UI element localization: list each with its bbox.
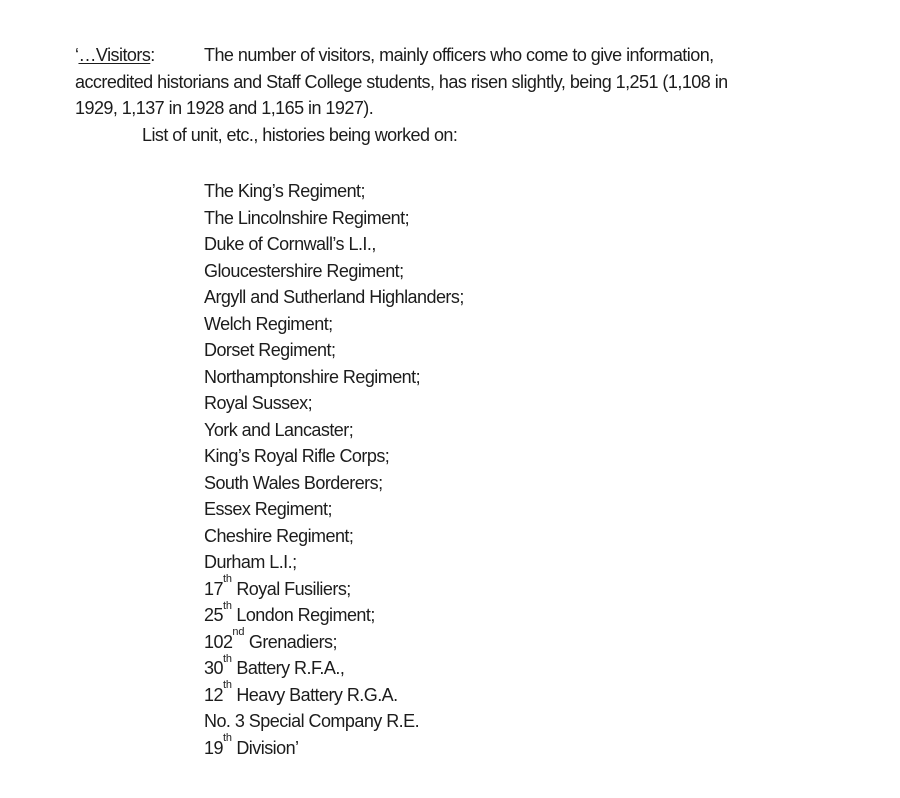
item-ordinal-suffix: th: [222, 573, 232, 586]
list-item: [204, 466, 860, 493]
item-number: 25: [204, 605, 223, 625]
visitors-heading: [75, 42, 204, 69]
list-item: [204, 201, 860, 228]
list-item: [204, 598, 860, 625]
paragraph-line-1: [75, 42, 860, 69]
item-text: Grenadiers;: [244, 631, 337, 652]
item-text: Dorset Regiment;: [204, 340, 336, 360]
list-item: [204, 413, 860, 440]
paragraph-line-2: accredited historians and Staff College students, has risen slightly, being 1,251 (1,108 in: [75, 71, 728, 92]
list-item: [204, 333, 860, 360]
item-number: 30: [204, 658, 223, 678]
item-text: No. 3 Special Company R.E.: [204, 711, 420, 731]
item-ordinal-suffix: th: [222, 679, 232, 692]
item-number: 12: [204, 684, 223, 705]
item-text: Gloucestershire Regiment;: [204, 260, 404, 281]
item-text: South Wales Borderers;: [204, 472, 383, 493]
item-ordinal-suffix: th: [222, 732, 232, 745]
item-ordinal-suffix: th: [222, 652, 232, 665]
list-item: [204, 731, 860, 758]
item-text: Division’: [231, 737, 299, 758]
item-text: Duke of Cornwall’s L.I.,: [204, 234, 376, 254]
list-item: [204, 280, 860, 307]
list-intro-line: List of unit, etc., histories being worked on:: [142, 124, 458, 145]
item-text: Welch Regiment;: [204, 313, 333, 334]
item-text: Essex Regiment;: [204, 499, 332, 519]
item-text: The Lincolnshire Regiment;: [204, 207, 410, 228]
item-text: Royal Sussex;: [204, 393, 313, 413]
paragraph-line-3: 1929, 1,137 in 1928 and 1,165 in 1927).: [75, 98, 374, 118]
list-item: [204, 572, 860, 599]
list-item: [204, 678, 860, 705]
item-text: Heavy Battery R.G.A.: [231, 684, 398, 705]
opening-quote: ‘: [75, 45, 79, 65]
list-item: [204, 307, 860, 334]
list-item: [204, 545, 860, 572]
item-number: 17: [204, 578, 223, 599]
list-item: [204, 254, 860, 281]
list-item: [204, 386, 860, 413]
item-text: Royal Fusiliers;: [231, 578, 351, 599]
list-item: [204, 360, 860, 387]
item-ordinal-suffix: nd: [232, 626, 245, 639]
unit-histories-list: [75, 174, 860, 757]
list-item: [204, 439, 860, 466]
list-item: [204, 492, 860, 519]
paragraph-line-1-text: The number of visitors, mainly officers who come to give information,: [204, 45, 714, 65]
item-number: 102: [204, 631, 233, 652]
item-text: The King’s Regiment;: [204, 181, 365, 201]
item-text: Battery R.F.A.,: [231, 658, 345, 678]
list-item: [204, 519, 860, 546]
list-item: [204, 625, 860, 652]
item-text: King’s Royal Rifle Corps;: [204, 446, 390, 466]
item-text: Argyll and Sutherland Highlanders;: [204, 287, 464, 307]
item-text: Northamptonshire Regiment;: [204, 366, 421, 387]
item-text: York and Lancaster;: [204, 419, 354, 440]
list-item: [204, 174, 860, 201]
item-ordinal-suffix: th: [222, 599, 232, 612]
list-item: [204, 704, 860, 731]
item-number: 19: [204, 737, 223, 758]
visitors-colon: :: [150, 45, 155, 65]
item-text: Durham L.I.;: [204, 552, 297, 572]
item-text: Cheshire Regiment;: [204, 525, 354, 546]
list-item: [204, 227, 860, 254]
item-text: London Regiment;: [231, 605, 375, 625]
visitors-label: …Visitors: [78, 45, 151, 65]
visitors-paragraph: [75, 42, 860, 148]
list-item: [204, 651, 860, 678]
